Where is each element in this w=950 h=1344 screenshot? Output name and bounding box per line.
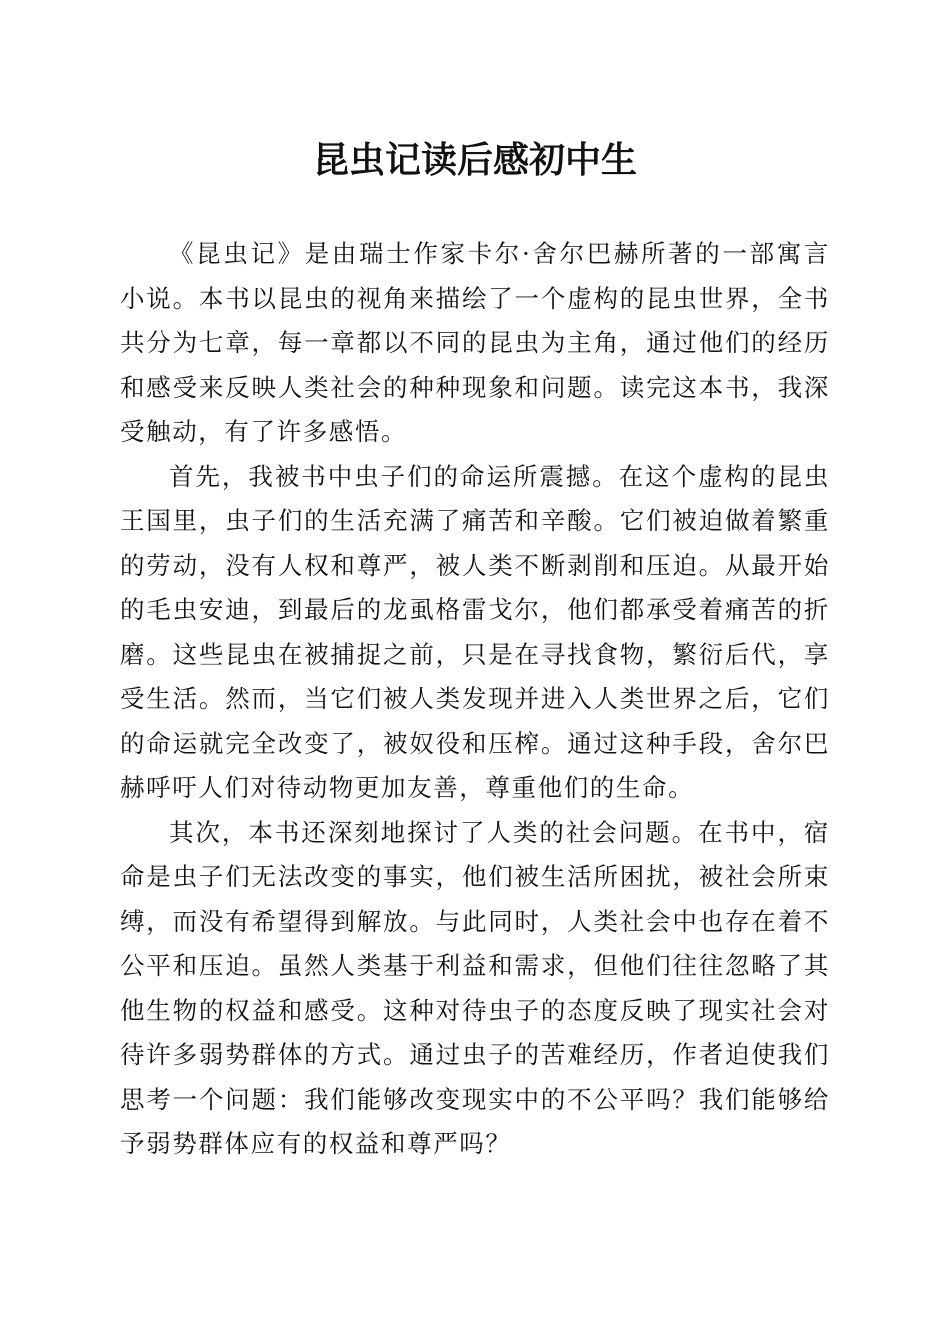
document-body <box>120 232 830 1167</box>
paragraph-1: 《昆虫记》是由瑞士作家卡尔·舍尔巴赫所著的一部寓言小说。本书以昆虫的视角来描绘了一个虚构的昆虫世界，全书共分为七章，每一章都以不同的昆虫为主角，通过他们的经历和感受来反映人类社会的种种现象和问题。读完这本书，我深受触动，有了许多感悟。 <box>120 239 830 446</box>
paragraph-2: 首先，我被书中虫子们的命运所震撼。在这个虚构的昆虫王国里，虫子们的生活充满了痛苦和辛酸。它们被迫做着繁重的劳动，没有人权和尊严，被人类不断剥削和压迫。从最开始的毛虫安迪，到最后的龙虱格雷戈尔，他们都承受着痛苦的折磨。这些昆虫在被捕捉之前，只是在寻找食物，繁衍后代，享受生活。然而，当它们被人类发现并进入人类世界之后，它们的命运就完全改变了，被奴役和压榨。通过这种手段，舍尔巴赫呼吁人们对待动物更加友善，尊重他们的生命。 <box>120 461 830 802</box>
document-title: 昆虫记读后感初中生 <box>312 139 637 181</box>
paragraph-3: 其次，本书还深刻地探讨了人类的社会问题。在书中，宿命是虫子们无法改变的事实，他们被生活所困扰，被社会所束缚，而没有希望得到解放。与此同时，人类社会中也存在着不公平和压迫。虽然人类基于利益和需求，但他们往往忽略了其他生物的权益和感受。这种对待虫子的态度反映了现实社会对待许多弱势群体的方式。通过虫子的苦难经历，作者迫使我们思考一个问题：我们能够改变现实中的不公平吗？我们能够给予弱势群体应有的权益和尊严吗？ <box>120 817 830 1158</box>
